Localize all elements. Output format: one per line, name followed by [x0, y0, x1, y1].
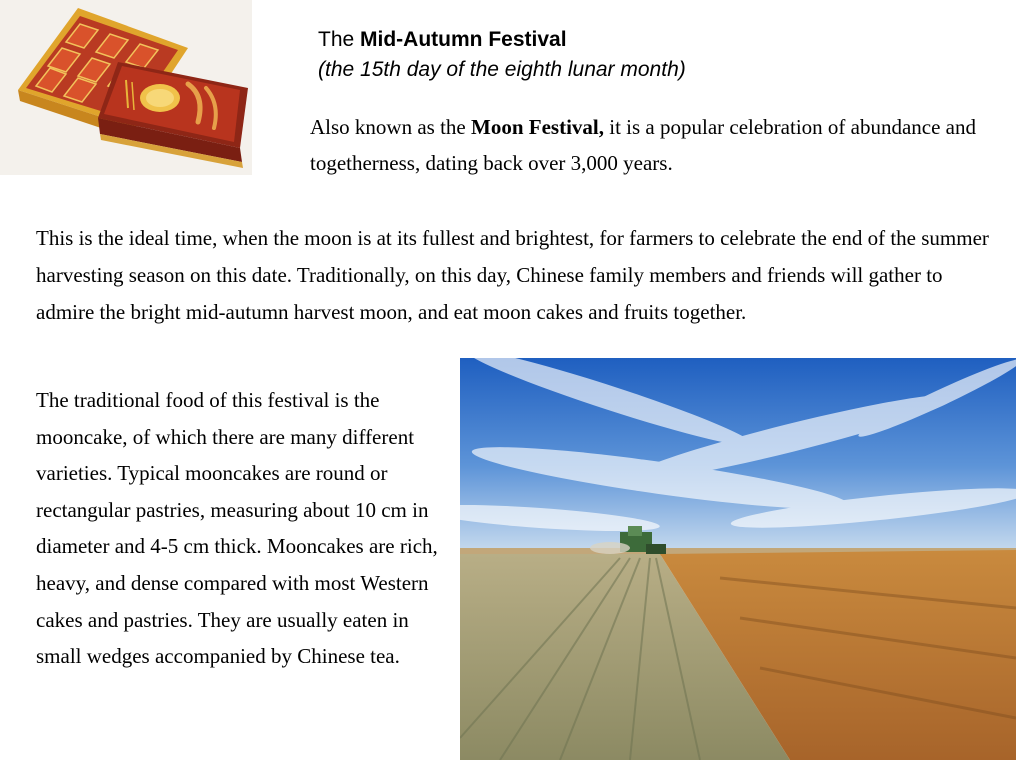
title-prefix: The — [318, 28, 361, 51]
page-title — [318, 25, 686, 55]
page-subtitle: (the 15th day of the eighth lunar month) — [318, 58, 686, 81]
title-block — [318, 25, 686, 85]
intro-text-after: it is a popular celebration of abundance and togetherness, dating back over 3,000 years. — [310, 115, 977, 175]
intro-paragraph — [310, 109, 1000, 181]
wheat-field-photo — [460, 358, 1016, 760]
intro-text-before: Also known as the — [310, 115, 471, 139]
intro-bold-text: Moon Festival, — [471, 115, 604, 139]
harvest-paragraph: This is the ideal time, when the moon is at its fullest and brightest, for farmers to celebrate the end of the summer harvesting season on this date. Traditionally, on this day, Chinese family members and friends will gather to admire the bright mid-autumn harvest moon, and eat moon cakes and fruits together. — [36, 226, 989, 324]
mooncake-box-image — [0, 0, 252, 175]
mooncake-paragraph: The traditional food of this festival is the mooncake, of which there are many different varieties. Typical mooncakes are round or rectangular pastries, measuring about 10 cm in diameter and 4-5 cm thick. Mooncakes are rich, heavy, and dense compared with most Western cakes and pastries. They are usually eaten in small wedges accompanied by Chinese tea. — [36, 388, 438, 669]
festival-name: Mid-Autumn Festival — [360, 28, 567, 51]
